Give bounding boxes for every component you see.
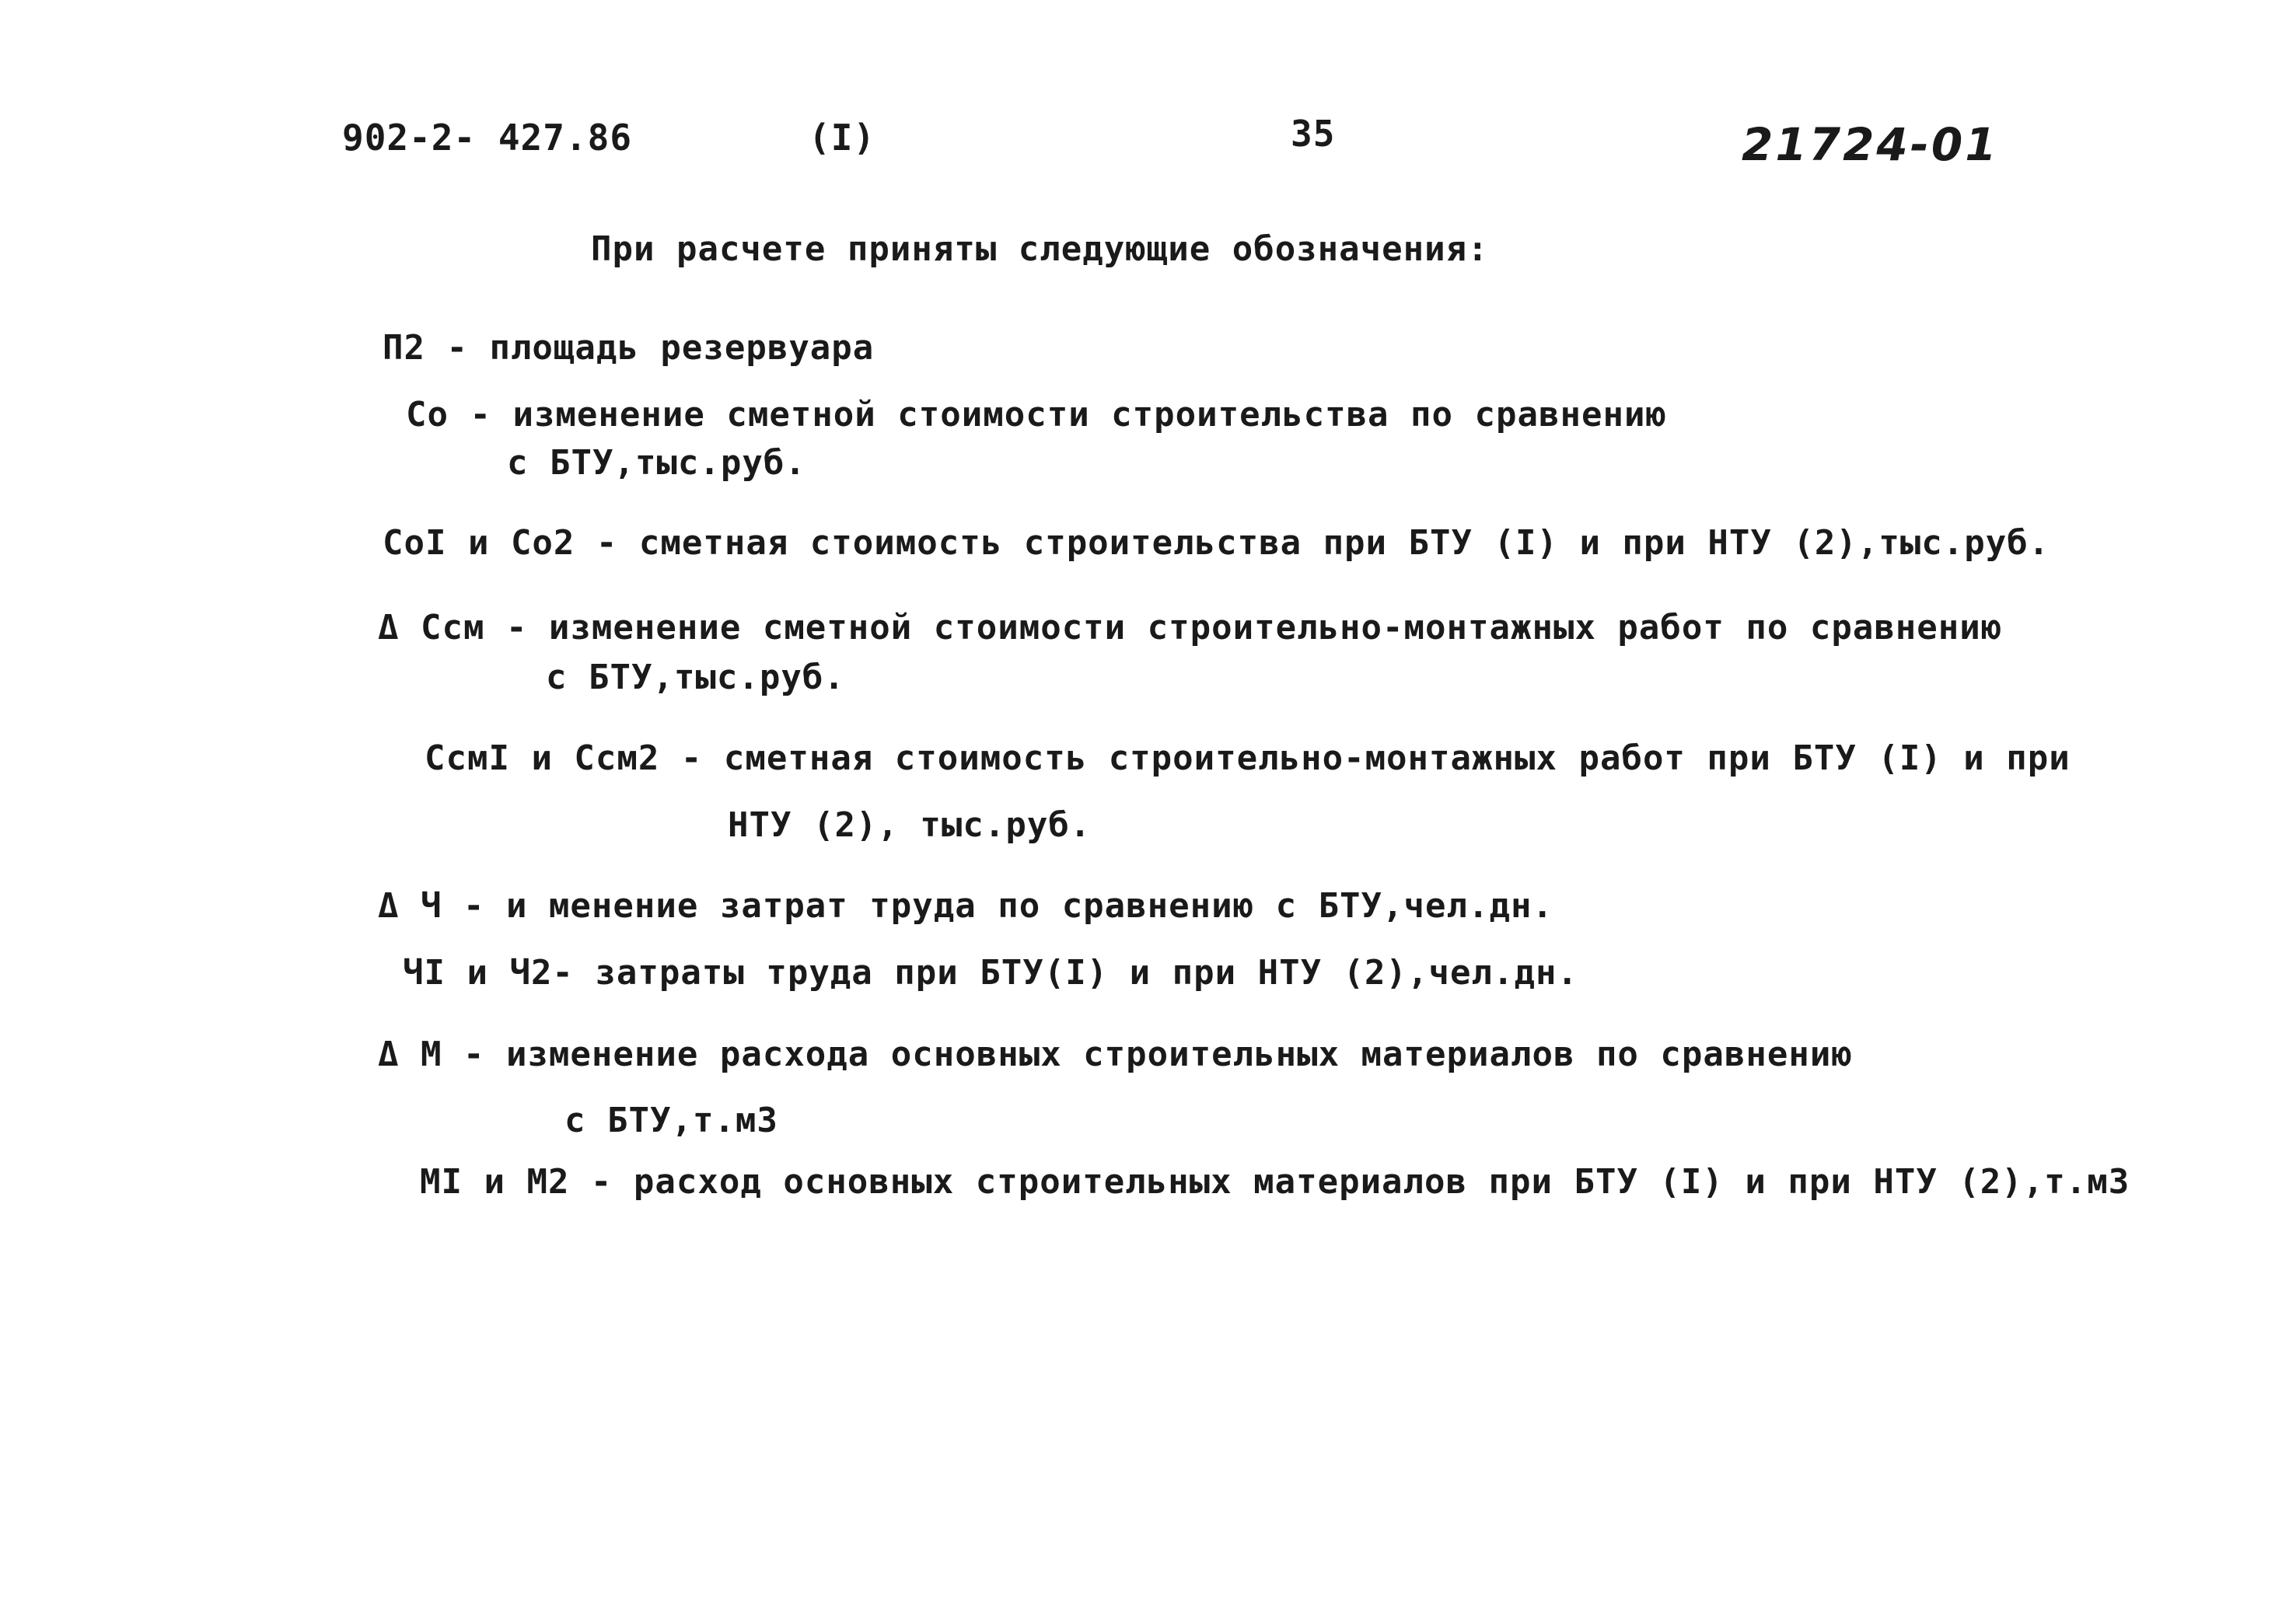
- definition-line: CoI и Co2 - сметная стоимость строительства при БТУ (I) и при НТУ (2),тыс.руб.: [383, 523, 2050, 563]
- handwritten-inventory-number: 21724-01: [1742, 118, 1999, 171]
- part-number: (I): [809, 117, 876, 159]
- definition-continuation: НТУ (2), тыс.руб.: [728, 805, 1092, 845]
- definition-line: Co - изменение сметной стоимости строительства по сравнению: [406, 395, 1667, 435]
- definition-continuation: с БТУ,тыс.руб.: [507, 443, 806, 483]
- definition-continuation: с БТУ,тыс.руб.: [546, 658, 845, 697]
- definition-line: МI и М2 - расход основных строительных материалов при БТУ (I) и при НТУ (2),т.м3: [420, 1162, 2130, 1202]
- document-code: 902-2- 427.86: [342, 117, 633, 159]
- definition-line: ЧI и Ч2- затраты труда при БТУ(I) и при НТУ (2),чел.дн.: [403, 953, 1578, 993]
- definition-line: П2 - площадь резервуара: [383, 328, 875, 368]
- definition-line: СсмI и Ссм2 - сметная стоимость строительно-монтажных работ при БТУ (I) и при: [425, 738, 2071, 778]
- definition-line: Δ Ссм - изменение сметной стоимости строительно-монтажных работ по сравнению: [378, 608, 2003, 647]
- page-title: При расчете приняты следующие обозначения:: [591, 229, 1489, 269]
- definition-line: Δ М - изменение расхода основных строительных материалов по сравнению: [378, 1035, 1853, 1074]
- definition-line: Δ Ч - и менение затрат труда по сравнению с БТУ,чел.дн.: [378, 886, 1553, 926]
- page-number: 35: [1291, 113, 1336, 155]
- definition-continuation: с БТУ,т.м3: [564, 1101, 778, 1140]
